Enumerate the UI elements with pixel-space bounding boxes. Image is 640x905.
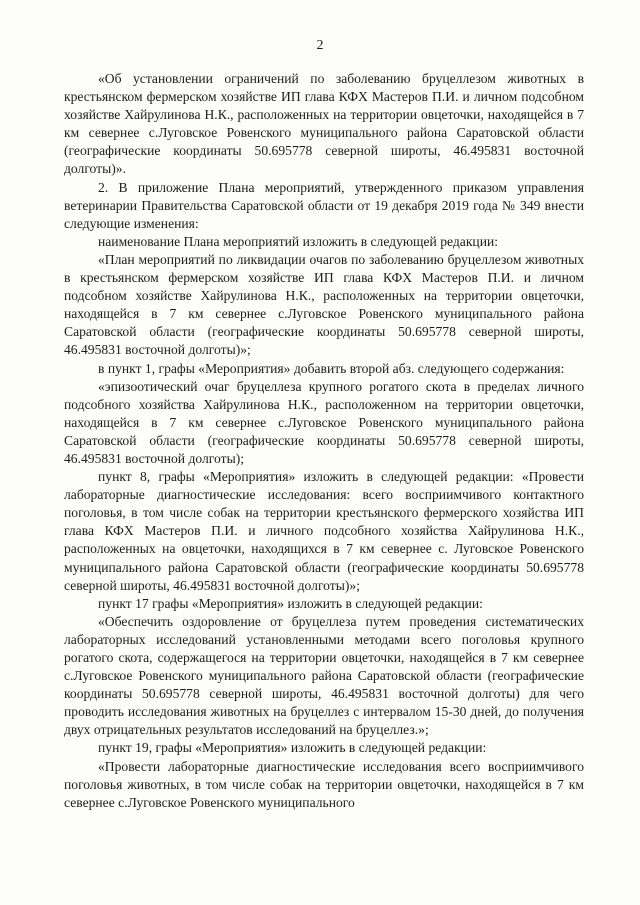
paragraph-plan-name: «План мероприятий по ликвидации очагов по заболеванию бруцеллезом животных в крестьянском фермерском хозяйстве ИП глава КФХ Мастеров П.И. и личном подсобном хозяйстве Хайрулинова Н.К., расположенных на территории овцеточки, находящейся в 7 км севернее с.Луговское Ровенского муниципального района Саратовской области (географические координаты 50.695778 северной широты, 46.495831 восточной долготы)»; [64, 251, 584, 358]
paragraph-item-2: 2. В приложение Плана мероприятий, утвержденного приказом управления ветеринарии Правительства Саратовской области от 19 декабря 2019 года № 349 внести следующие изменения: [64, 179, 584, 231]
paragraph-point-17-intro: пункт 17 графы «Мероприятия» изложить в следующей редакции: [98, 595, 483, 611]
document-body [64, 70, 584, 812]
paragraph-point-1-intro: в пункт 1, графы «Мероприятия» добавить второй абз. следующего содержания: [98, 360, 565, 376]
paragraph-order-title: «Об установлении ограничений по заболеванию бруцеллезом животных в крестьянском фермерском хозяйстве ИП глава КФХ Мастеров П.И. и личном подсобном хозяйстве Хайрулинова Н.К., расположенных на территории овцеточки, находящейся в 7 км севернее с.Луговское Ровенского муниципального района Саратовской области (географические координаты 50.695778 северной широты, 46.495831 восточной долготы)». [64, 71, 584, 177]
paragraph-point-8: пункт 8, графы «Мероприятия» изложить в следующей редакции: «Провести лабораторные диагностические исследования: всего восприимчивого контактного поголовья, в том числе собак на территории крестьянского фермерского хозяйства ИП глава КФХ Мастеров П.И. и личного подсобного хозяйства Хайрулинова Н.К., расположенных на овцеточки, находящихся в 7 км севернее с. Луговское Ровенского муниципального района Саратовской области (географические координаты 50.695778 северной широты, 46.495831 восточной долготы)»; [64, 469, 584, 593]
paragraph-plan-name-intro: наименование Плана мероприятий изложить в следующей редакции: [98, 233, 499, 249]
paragraph-point-19-intro: пункт 19, графы «Мероприятия» изложить в следующей редакции: [98, 740, 487, 756]
paragraph-point-17-text: «Обеспечить оздоровление от бруцеллеза путем проведения систематических лабораторных исследований установленными методами всего поголовья крупного рогатого скота, содержащегося на территории овцеточки, находящейся в 7 км севернее с.Луговское Ровенского муниципального района Саратовской области (географические координаты 50.695778 северной широты, 46.495831 восточной долготы) для чего проводить исследования животных на бруцеллез с интервалом 15-30 дней, до получения двух отрицательных результатов исследований на бруцеллез.»; [64, 613, 584, 738]
page-number: 2 [316, 38, 324, 53]
paragraph-point-1-text: «эпизоотический очаг бруцеллеза крупного рогатого скота в пределах личного подсобного хозяйства Хайрулинова Н.К., расположенном на территории овцеточки, находящейся в 7 км севернее с.Луговское Ровенского муниципального района Саратовской области (географические координаты 50.695778 северной широты, 46.495831 восточной долготы); [64, 378, 584, 466]
paragraph-point-19-text: «Провести лабораторные диагностические исследования всего восприимчивого поголовья животных, в том числе собак на территории овцеточки, находящейся в 7 км севернее с.Луговское Ровенского муниципального [64, 758, 584, 810]
